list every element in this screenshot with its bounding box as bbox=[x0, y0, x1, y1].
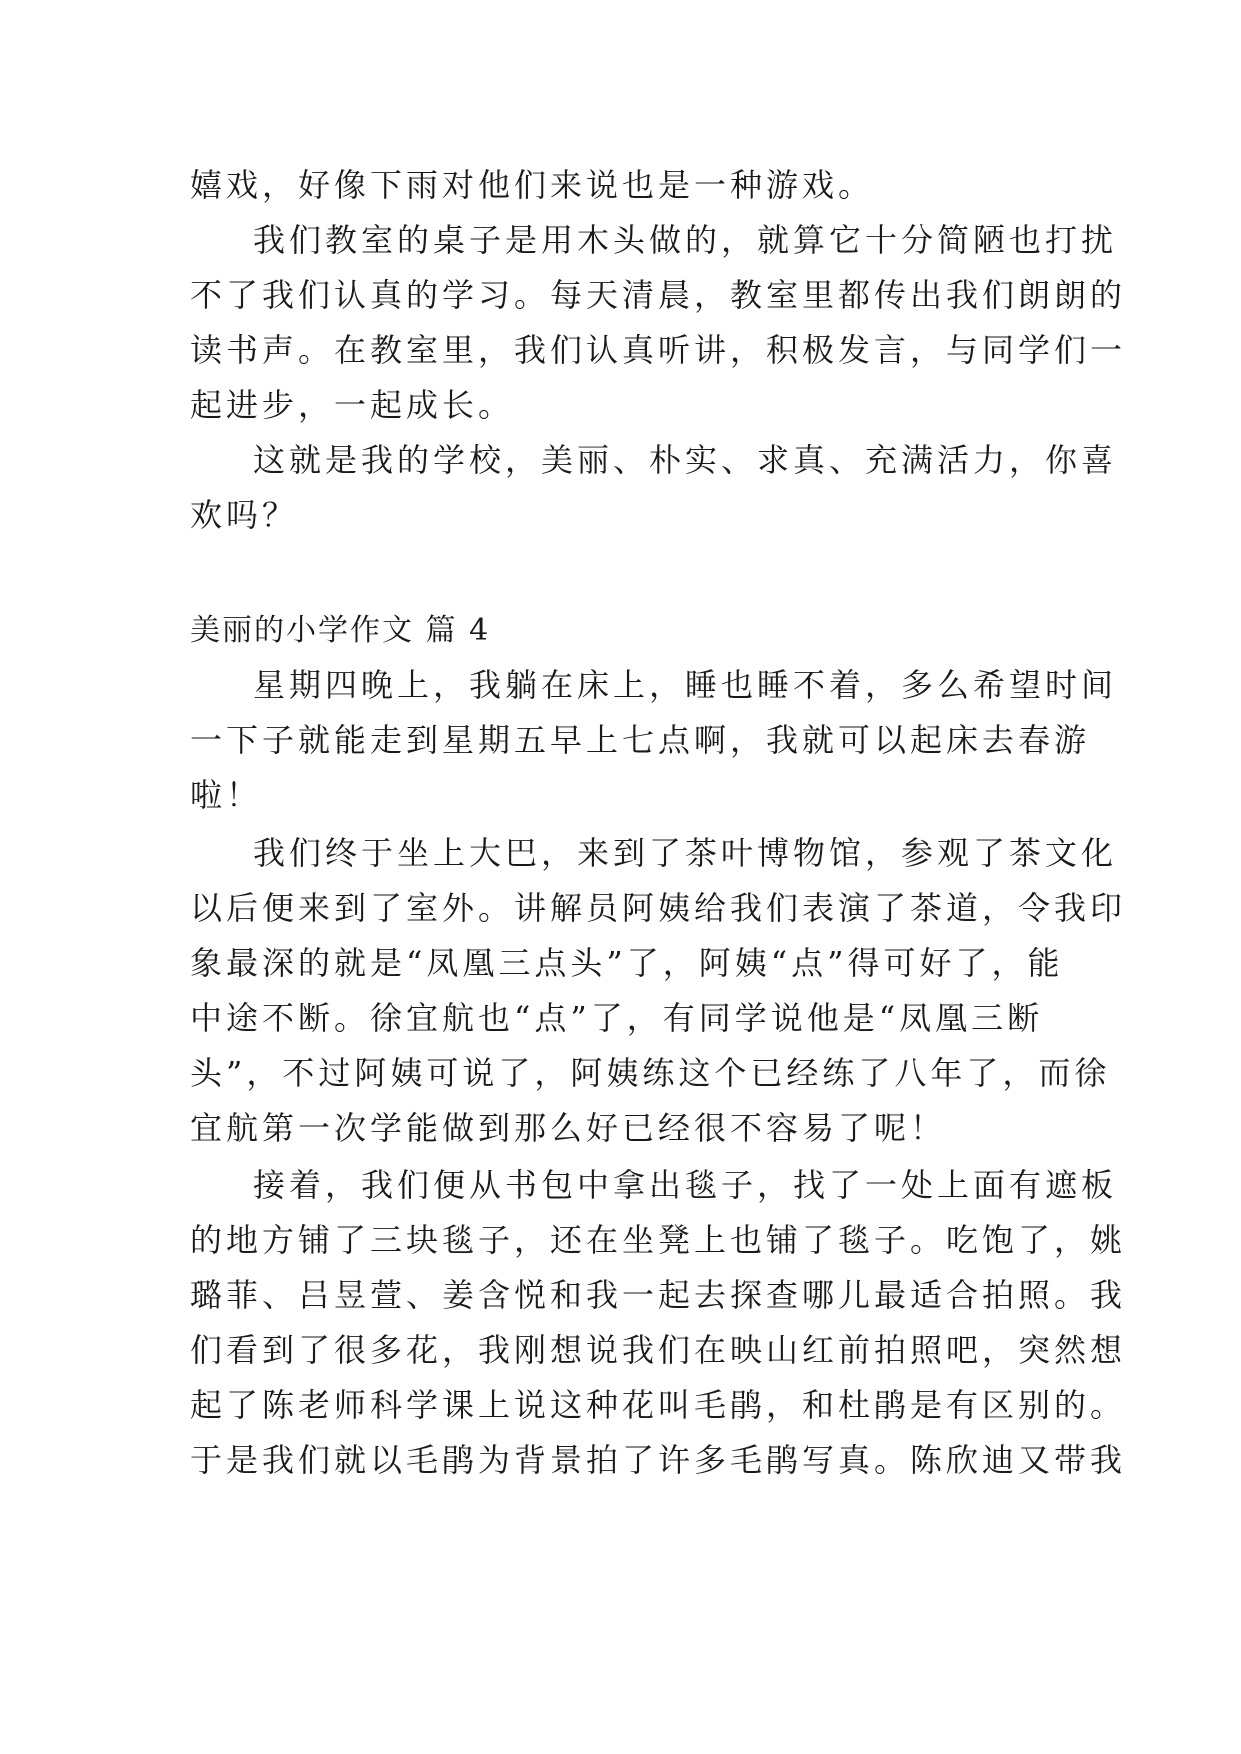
paragraph-line: 一下子就能走到星期五早上七点啊，我就可以起床去春游 bbox=[190, 721, 1091, 759]
paragraph-line: 我们终于坐上大巴，来到了茶叶博物馆，参观了茶文化 bbox=[253, 834, 1118, 872]
paragraph-line: 起进步，一起成长。 bbox=[190, 386, 515, 424]
paragraph-line: 们看到了很多花，我刚想说我们在映山红前拍照吧，突然想 bbox=[190, 1331, 1127, 1369]
paragraph-line: 以后便来到了室外。讲解员阿姨给我们表演了茶道，令我印 bbox=[190, 889, 1127, 927]
paragraph-line: 接着，我们便从书包中拿出毯子，找了一处上面有遮板 bbox=[253, 1166, 1118, 1204]
paragraph-line: 头”，不过阿姨可说了，阿姨练这个已经练了八年了，而徐 bbox=[190, 1054, 1111, 1092]
paragraph-line: 璐菲、吕昱萱、姜含悦和我一起去探查哪儿最适合拍照。我 bbox=[190, 1276, 1127, 1314]
paragraph-line: 中途不断。徐宜航也“点”了，有同学说他是“凤凰三断 bbox=[190, 999, 1044, 1037]
paragraph-line: 星期四晚上，我躺在床上，睡也睡不着，多么希望时间 bbox=[253, 666, 1118, 704]
paragraph-line: 这就是我的学校，美丽、朴实、求真、充满活力，你喜 bbox=[253, 441, 1118, 479]
section-heading: 美丽的小学作文 篇 4 bbox=[190, 613, 491, 648]
paragraph-line: 宜航第一次学能做到那么好已经很不容易了呢！ bbox=[190, 1109, 947, 1147]
paragraph-line: 起了陈老师科学课上说这种花叫毛鹃，和杜鹃是有区别的。 bbox=[190, 1386, 1127, 1424]
paragraph-line: 啦！ bbox=[190, 776, 263, 814]
paragraph-line: 嬉戏，好像下雨对他们来说也是一种游戏。 bbox=[190, 166, 875, 204]
paragraph-line: 不了我们认真的学习。每天清晨，教室里都传出我们朗朗的 bbox=[190, 276, 1127, 314]
paragraph-line: 欢吗？ bbox=[190, 496, 299, 534]
paragraph-line: 的地方铺了三块毯子，还在坐凳上也铺了毯子。吃饱了，姚 bbox=[190, 1221, 1127, 1259]
paragraph-line: 读书声。在教室里，我们认真听讲，积极发言，与同学们一 bbox=[190, 331, 1127, 369]
paragraph-line: 于是我们就以毛鹃为背景拍了许多毛鹃写真。陈欣迪又带我 bbox=[190, 1441, 1127, 1479]
paragraph-line: 象最深的就是“凤凰三点头”了，阿姨“点”得可好了，能 bbox=[190, 944, 1064, 982]
paragraph-line: 我们教室的桌子是用木头做的，就算它十分简陋也打扰 bbox=[253, 221, 1118, 259]
